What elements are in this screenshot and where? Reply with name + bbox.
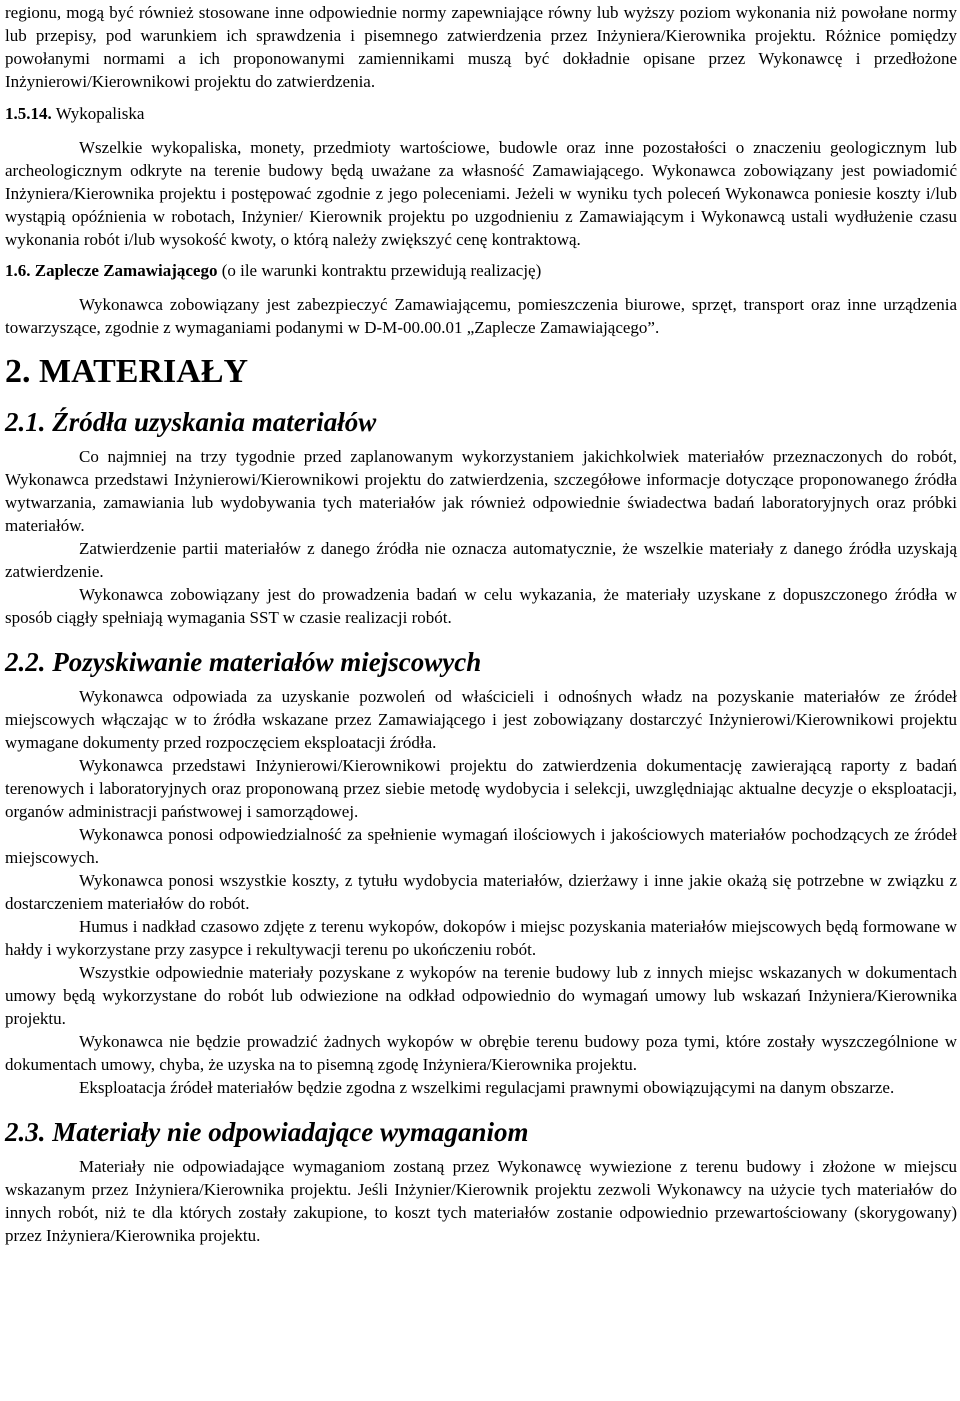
- section-2-3-heading: 2.3. Materiały nie odpowiadające wymaganiom: [5, 1117, 529, 1147]
- paragraph: Wykonawca ponosi wszystkie koszty, z tytułu wydobycia materiałów, dzierżawy i inne jakie okażą się potrzebne w związku z dostarczeniem materiałów do robót.: [5, 871, 957, 913]
- paragraph: Materiały nie odpowiadające wymaganiom zostaną przez Wykonawcę wywiezione z terenu budowy i złożone w miejscu wskazanym przez Inżyniera/Kierownika projektu. Jeśli Inżynier/Kierownik projektu zezwoli Wykonawcy na użycie tych materiałów do innych robót, niż te dla których zostały zakupione, to koszt tych materiałów zostanie odpowiednio przewartościowany (skorygowany) przez Inżyniera/Kierownika projektu.: [5, 1157, 957, 1245]
- section-number: 1.6.: [5, 261, 31, 280]
- document-body: [5, 0, 957, 1247]
- paragraph: Co najmniej na trzy tygodnie przed zaplanowanym wykorzystaniem jakichkolwiek materiałów przeznaczonych do robót, Wykonawca przedstawi Inżynierowi/Kierownikowi projektu do zatwierdzenia, szczegółowe informacje dotyczące proponowanego źródła wytwarzania, zamawiania lub wydobywania tych materiałów jak również odpowiednie świadectwa badań laboratoryjnych oraz próbki materiałów.: [5, 447, 957, 535]
- section-2-1-body: [5, 445, 957, 629]
- section-note: (o ile warunki kontraktu przewidują realizację): [221, 261, 542, 280]
- section-2-1-heading: 2.1. Źródła uzyskania materiałów: [5, 407, 377, 437]
- section-2-3-body: [5, 1155, 957, 1247]
- section-1-6-body: Wykonawca zobowiązany jest zabezpieczyć Zamawiającemu, pomieszczenia biurowe, sprzęt, transport oraz inne urządzenia towarzyszące, zgodnie z wymaganiami podanymi w D-M-00.00.01 „Zaplecze Zamawiającego”.: [5, 295, 957, 337]
- paragraph: Wykonawca przedstawi Inżynierowi/Kierownikowi projektu do zatwierdzenia dokumentację zawierającą raporty z badań terenowych i laboratoryjnych oraz proponowaną przez siebie metodę wydobycia i selekcji, uwzględniając aktualne decyzje o eksploatacji, organów administracji państwowej i samorządowej.: [5, 756, 957, 821]
- paragraph: Wszystkie odpowiednie materiały pozyskane z wykopów na terenie budowy lub z innych miejsc wskazanych w dokumentach umowy będą wykorzystane do robót lub odwiezione na odkład odpowiednio do wymagań umowy lub wskazań Inżyniera/Kierownika projektu.: [5, 963, 957, 1028]
- paragraph: Wykonawca odpowiada za uzyskanie pozwoleń od właścicieli i odnośnych władz na pozyskanie materiałów ze źródeł miejscowych włączając w to źródła wskazane przez Zamawiającego i jest zobowiązany dostarczyć Inżynierowi/Kierownikowi projektu wymagane dokumenty przed rozpoczęciem eksploatacji źródła.: [5, 687, 957, 752]
- intro-paragraph: regionu, mogą być również stosowane inne odpowiednie normy zapewniające równy lub wyższy poziom wykonania niż powołane normy lub przepisy, pod warunkiem ich sprawdzenia i pisemnego zatwierdzenia przez Inżyniera/Kierownika projektu. Różnice pomiędzy powołanymi normami a ich proponowanymi zamiennikami muszą być dokładnie opisane przez Wykonawcę i przedłożone Inżynierowi/Kierownikowi projektu do zatwierdzenia.: [5, 3, 957, 91]
- section-title: Wykopaliska: [55, 104, 145, 123]
- section-number: 1.5.14.: [5, 104, 52, 123]
- paragraph: Humus i nadkład czasowo zdjęte z terenu wykopów, dokopów i miejsc pozyskania materiałów miejscowych będą formowane w hałdy i wykorzystane przy zasypce i rekultywacji terenu po ukończeniu robót.: [5, 917, 957, 959]
- section-2-2-body: [5, 685, 957, 1099]
- paragraph: Wykonawca ponosi odpowiedzialność za spełnienie wymagań ilościowych i jakościowych materiałów pochodzących ze źródeł miejscowych.: [5, 825, 957, 867]
- paragraph: Wykonawca zobowiązany jest do prowadzenia badań w celu wykazania, że materiały uzyskane z dopuszczonego źródła w sposób ciągły spełniają wymagania SST w czasie realizacji robót.: [5, 585, 957, 627]
- section-1-5-14-body: Wszelkie wykopaliska, monety, przedmioty wartościowe, budowle oraz inne pozostałości o znaczeniu geologicznym lub archeologicznym odkryte na terenie budowy będą uważane za własność Zamawiającego. Wykonawca zobowiązany jest powiadomić Inżyniera/Kierownika projektu i postępować zgodnie z jego poleceniami. Jeżeli w wyniku tych poleceń Wykonawca poniesie koszty i/lub wystąpią opóźnienia w robotach, Inżynier/ Kierownik projektu po uzgodnieniu z Zamawiającym i Wykonawcą ustali wydłużenie czasu wykonania robót i/lub wysokość kwoty, o którą należy zwiększyć cenę kontraktową.: [5, 138, 957, 249]
- paragraph: Wykonawca nie będzie prowadzić żadnych wykopów w obrębie terenu budowy poza tymi, które zostały wyszczególnione w dokumentach umowy, chyba, że uzyska na to pisemną zgodę Inżyniera/Kierownika projektu.: [5, 1032, 957, 1074]
- section-title: Zaplecze Zamawiającego: [34, 261, 218, 280]
- paragraph: Eksploatacja źródeł materiałów będzie zgodna z wszelkimi regulacjami prawnymi obowiązującymi na danym obszarze.: [79, 1078, 895, 1097]
- paragraph: Zatwierdzenie partii materiałów z danego źródła nie oznacza automatycznie, że wszelkie materiały z danego źródła uzyskają zatwierdzenie.: [5, 539, 957, 581]
- section-2-2-heading: 2.2. Pozyskiwanie materiałów miejscowych: [5, 647, 482, 677]
- section-1-6-label: [5, 259, 957, 282]
- section-1-5-14-label: [5, 102, 957, 125]
- chapter-heading-materialy: 2. MATERIAŁY: [5, 353, 249, 390]
